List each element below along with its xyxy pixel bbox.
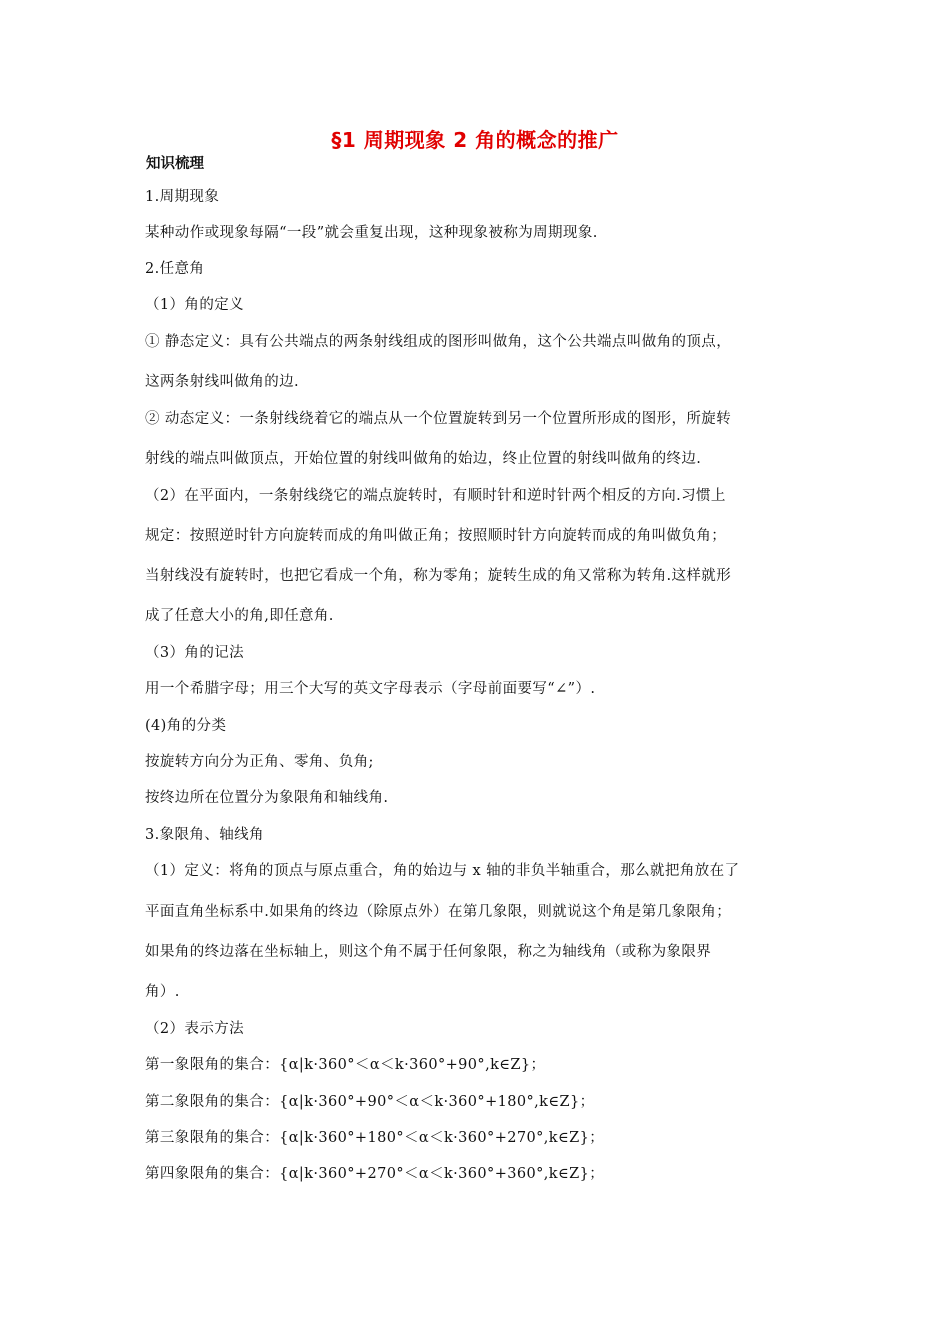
text-line: 当射线没有旋转时，也把它看成一个角，称为零角；旋转生成的角又常称为转角.这样就形 [145, 568, 732, 584]
text-line: 第三象限角的集合：{α|k·360°+180°＜α＜k·360°+270°,k∈Z}； [145, 1130, 605, 1146]
text-line: 按旋转方向分为正角、零角、负角; [145, 754, 374, 770]
text-line: 成了任意大小的角,即任意角. [145, 608, 334, 624]
text-line: 2.任意角 [145, 261, 205, 277]
text-line: （2）在平面内，一条射线绕它的端点旋转时，有顺时针和逆时针两个相反的方向.习惯上 [145, 488, 726, 504]
text-line: 某种动作或现象每隔“一段”就会重复出现，这种现象被称为周期现象. [145, 225, 598, 241]
text-line: （1）角的定义 [145, 297, 245, 313]
text-line: 射线的端点叫做顶点，开始位置的射线叫做角的始边，终止位置的射线叫做角的终边. [145, 451, 702, 467]
text-line: 角）. [145, 984, 180, 1000]
text-line: （3）角的记法 [145, 645, 245, 661]
text-line: 规定：按照逆时针方向旋转而成的角叫做正角；按照顺时针方向旋转而成的角叫做负角； [145, 528, 727, 544]
section-heading: 知识梳理 [146, 156, 204, 172]
text-line: 用一个希腊字母；用三个大写的英文字母表示（字母前面要写“∠”）. [145, 681, 596, 697]
text-line: 第四象限角的集合：{α|k·360°+270°＜α＜k·360°+360°,k∈Z}； [145, 1166, 605, 1182]
text-line: 第一象限角的集合：{α|k·360°＜α＜k·360°+90°,k∈Z}； [145, 1057, 546, 1073]
text-line: 按终边所在位置分为象限角和轴线角. [145, 790, 389, 806]
text-line: （2）表示方法 [145, 1021, 245, 1037]
text-line: 第二象限角的集合：{α|k·360°+90°＜α＜k·360°+180°,k∈Z}； [145, 1094, 595, 1110]
text-line: (4)角的分类 [145, 718, 227, 734]
text-line: 如果角的终边落在坐标轴上，则这个角不属于任何象限，称之为轴线角（或称为象限界 [145, 944, 712, 960]
text-line: ① 静态定义：具有公共端点的两条射线组成的图形叫做角，这个公共端点叫做角的顶点， [145, 334, 732, 350]
text-line: 平面直角坐标系中.如果角的终边（除原点外）在第几象限，则就说这个角是第几象限角； [145, 904, 732, 920]
page-title: §1 周期现象 2 角的概念的推广 [331, 128, 619, 152]
text-line: ② 动态定义：一条射线绕着它的端点从一个位置旋转到另一个位置所形成的图形，所旋转 [145, 411, 732, 427]
text-line: 3.象限角、轴线角 [145, 827, 264, 843]
text-line: 1.周期现象 [145, 189, 220, 205]
text-line: 这两条射线叫做角的边. [145, 374, 300, 390]
text-line: （1）定义：将角的顶点与原点重合，角的始边与 x 轴的非负半轴重合，那么就把角放在了 [145, 863, 740, 879]
